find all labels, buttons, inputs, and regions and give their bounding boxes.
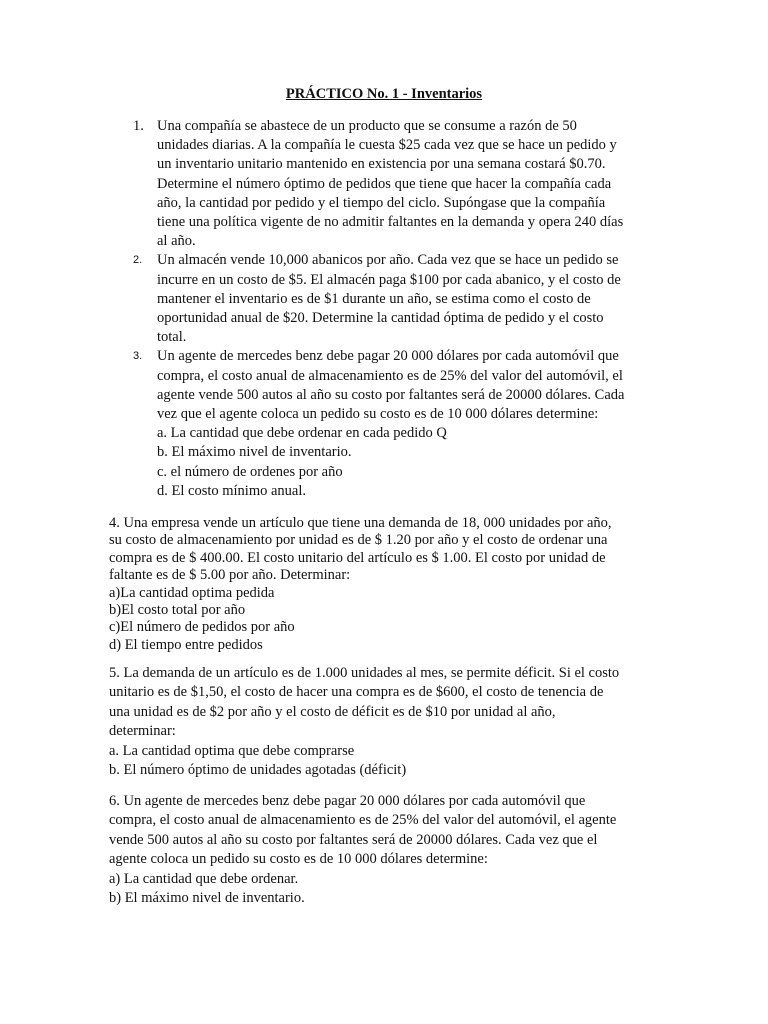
problem-text-line: año, la cantidad por pedido y el tiempo del ciclo. Supóngase que la compañía — [157, 194, 606, 211]
problem-text-line: Una compañía se abastece de un producto que se consume a razón de 50 — [157, 118, 577, 134]
problem-text-line: agente coloca un pedido su costo es de 10 000 dólares determine: — [109, 851, 488, 868]
problem-text-line: d) El tiempo entre pedidos — [109, 636, 263, 653]
problem-text-line: 4. Una empresa vende un artículo que tiene una demanda de 18, 000 unidades por año, — [109, 515, 612, 531]
problem-text-line: b. El número óptimo de unidades agotadas (déficit) — [109, 762, 407, 779]
problem-number: 3. — [133, 350, 143, 363]
problem-text-line: tiene una política vigente de no admitir faltantes en la demanda y opera 240 días — [157, 214, 624, 231]
problem-text-line: su costo de almacenamiento por unidad es de $ 1.20 por año y el costo de ordenar una — [109, 532, 608, 549]
problem-text-line: total. — [157, 329, 187, 346]
problem-text-line: una unidad es de $2 por año y el costo de déficit es de $10 por unidad al año, — [109, 703, 556, 720]
problem-text-line: vez que el agente coloca un pedido su costo es de 10 000 dólares determine: — [157, 406, 599, 423]
problem-3 — [133, 347, 677, 501]
problem-text-line: oportunidad anual de $20. Determine la cantidad óptima de pedido y el costo — [157, 310, 604, 327]
problem-text-line: al año. — [157, 233, 196, 250]
problem-text-line: faltante es de $ 5.00 por año. Determinar: — [109, 567, 351, 584]
problem-text-line: compra es de $ 400.00. El costo unitario del artículo es $ 1.00. El costo por unidad de — [109, 549, 606, 566]
problem-text-line: compra, el costo anual de almacenamiento es de 25% del valor del automóvil, el agente — [109, 812, 617, 829]
problem-text-line: Un agente de mercedes benz debe pagar 20 000 dólares por cada automóvil que — [157, 348, 619, 365]
problem-text-line: b) El máximo nivel de inventario. — [109, 890, 305, 907]
problem-5 — [109, 664, 669, 780]
document-title: PRÁCTICO No. 1 - Inventarios — [285, 86, 483, 102]
problem-number: 2. — [133, 254, 143, 267]
problem-2 — [133, 251, 677, 347]
problem-text-line: 6. Un agente de mercedes benz debe pagar 20 000 dólares por cada automóvil que — [109, 793, 586, 809]
problem-text-line: b)El costo total por año — [109, 602, 246, 619]
problem-text-line: compra, el costo anual de almacenamiento es de 25% del valor del automóvil, el — [157, 367, 623, 384]
problem-text-line: un inventario unitario mantenido en existencia por una semana costará $0.70. — [157, 156, 606, 173]
problem-text-line: agente vende 500 autos al año su costo por faltantes será de 20000 dólares. Cada — [157, 386, 625, 403]
problem-text-line: incurre en un costo de $5. El almacén paga $100 por cada abanico, y el costo de — [157, 271, 621, 288]
problem-text-line: unitario es de $1,50, el costo de hacer una compra es de $600, el costo de tenencia de — [109, 684, 604, 701]
problem-text-line: vende 500 autos al año su costo por faltantes será de 20000 dólares. Cada vez que el — [109, 831, 598, 848]
numbered-problem-list — [133, 117, 677, 501]
problem-text-line: b. El máximo nivel de inventario. — [157, 444, 352, 461]
problem-text-line: determinar: — [109, 723, 176, 740]
problem-text-line: mantener el inventario es de $1 durante un año, se estima como el costo de — [157, 290, 591, 307]
problem-number: 1. — [133, 118, 144, 134]
problem-text-line: d. El costo mínimo anual. — [157, 482, 307, 499]
problem-6 — [109, 792, 669, 908]
problem-text-line: unidades diarias. A la compañía le cuesta $25 cada vez que se hace un pedido y — [157, 137, 617, 154]
problem-1 — [133, 117, 677, 251]
problem-text-line: a. La cantidad optima que debe comprarse — [109, 742, 355, 759]
problem-text-line: a)La cantidad optima pedida — [109, 584, 275, 601]
problem-text-line: Determine el número óptimo de pedidos que tiene que hacer la compañía cada — [157, 175, 612, 192]
problem-text-line: Un almacén vende 10,000 abanicos por año. Cada vez que se hace un pedido se — [157, 252, 619, 269]
problem-4 — [109, 515, 669, 654]
problem-text-line: a. La cantidad que debe ordenar en cada pedido Q — [157, 425, 447, 442]
problem-text-line: 5. La demanda de un artículo es de 1.000 unidades al mes, se permite déficit. Si el costo — [109, 665, 620, 681]
problem-text-line: a) La cantidad que debe ordenar. — [109, 870, 299, 887]
problem-text-line: c. el número de ordenes por año — [157, 463, 343, 480]
problem-text-line: c)El número de pedidos por año — [109, 619, 295, 636]
